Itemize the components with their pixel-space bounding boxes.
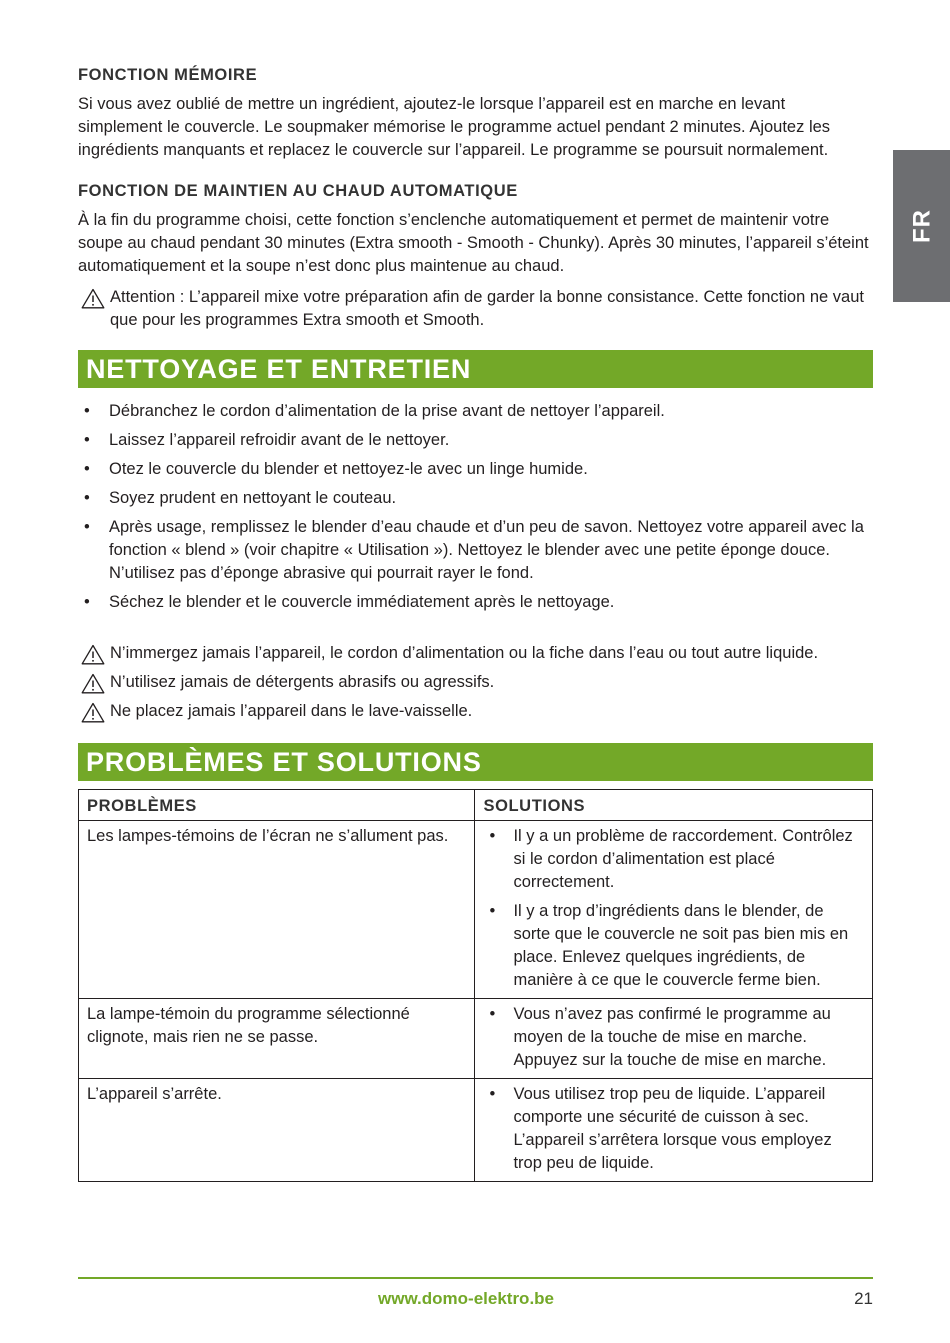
warning-icon — [80, 288, 106, 309]
solution-item — [485, 1083, 864, 1175]
warning-text: N’immergez jamais l’appareil, le cordon d’alimentation ou la fiche dans l’eau ou tout autre liquide. — [110, 644, 819, 662]
list-item — [78, 487, 873, 510]
list-item — [78, 591, 873, 614]
solution-item — [485, 825, 864, 894]
table-row — [79, 821, 873, 999]
bullet: • — [84, 431, 90, 449]
problemes-banner: PROBLÈMES ET SOLUTIONS — [78, 743, 873, 781]
bullet: • — [489, 1005, 496, 1023]
nettoyage-warning-2 — [78, 671, 873, 694]
table-row — [79, 1079, 873, 1182]
bullet: • — [489, 1085, 496, 1103]
problem-cell: La lampe-témoin du programme sélectionné clignote, mais rien ne se passe. — [79, 999, 475, 1079]
footer-divider — [78, 1277, 873, 1279]
list-item-text: Séchez le blender et le couvercle immédiatement après le nettoyage. — [109, 593, 615, 611]
troubleshooting-table — [78, 789, 873, 1182]
bullet: • — [489, 827, 496, 845]
bullet: • — [84, 518, 90, 536]
memoire-text: Si vous avez oublié de mettre un ingrédient, ajoutez-le lorsque l’appareil est en marche en levant simplement le couvercle. Le soupmaker mémorise le programme actuel pendant 2 minutes. Ajoutez les ingrédients manquants et replacez le couvercle sur l’appareil. Le programme se poursuit normalement. — [78, 95, 831, 159]
table-row — [79, 999, 873, 1079]
maintien-text: À la fin du programme choisi, cette fonction s’enclenche automatiquement et permet de maintenir votre soupe au chaud pendant 30 minutes (Extra smooth - Smooth - Chunky). Après 30 minutes, l’appareil s’éteint automatiquement et la soupe n’est donc plus maintenue au chaud. — [78, 211, 869, 275]
solution-text: Vous utilisez trop peu de liquide. L’appareil comporte une sécurité de cuisson à sec. L’appareil s’arrêtera lorsque vous employez trop peu de liquide. — [513, 1085, 832, 1172]
solution-item — [485, 900, 864, 992]
solution-text: Il y a trop d’ingrédients dans le blender, de sorte que le couvercle ne soit pas bien mis en place. Enlevez quelques ingrédients, de manière à ce que le couvercle ferme bien. — [513, 902, 849, 989]
maintien-warning — [78, 286, 873, 332]
list-item-text: Après usage, remplissez le blender d’eau chaude et d’un peu de savon. Nettoyez votre appareil avec la fonction « blend » (voir chapitre « Utilisation »). Nettoyez le blender avec une petite éponge douce. N’utilisez pas d’éponge abrasive qui pourrait rayer le fond. — [109, 518, 864, 582]
maintien-heading: FONCTION DE MAINTIEN AU CHAUD AUTOMATIQUE — [78, 182, 518, 200]
solution-cell — [475, 1079, 873, 1182]
list-item-text: Débranchez le cordon d’alimentation de la prise avant de nettoyer l’appareil. — [109, 402, 665, 420]
warning-icon — [80, 644, 106, 665]
memoire-heading: FONCTION MÉMOIRE — [78, 66, 258, 84]
bullet: • — [84, 402, 90, 420]
warning-text: Ne placez jamais l’appareil dans le lave-vaisselle. — [110, 702, 473, 720]
problem-cell: Les lampes-témoins de l’écran ne s’allument pas. — [79, 821, 475, 999]
list-item-text: Laissez l’appareil refroidir avant de le nettoyer. — [109, 431, 450, 449]
warning-text: N’utilisez jamais de détergents abrasifs ou agressifs. — [110, 673, 495, 691]
bullet: • — [84, 593, 90, 611]
nettoyage-warning-1 — [78, 642, 873, 665]
list-item — [78, 400, 873, 423]
bullet: • — [489, 902, 496, 920]
footer-website-link[interactable]: www.domo-elektro.be — [378, 1289, 555, 1308]
solution-cell — [475, 999, 873, 1079]
solution-cell — [475, 821, 873, 999]
page-content — [78, 64, 873, 1182]
column-header-solutions: SOLUTIONS — [475, 790, 873, 821]
nettoyage-warning-3 — [78, 700, 873, 723]
language-tab — [893, 150, 950, 302]
nettoyage-banner: NETTOYAGE ET ENTRETIEN — [78, 350, 873, 388]
list-item — [78, 458, 873, 481]
nettoyage-list — [78, 400, 873, 614]
list-item-text: Otez le couvercle du blender et nettoyez-le avec un linge humide. — [109, 460, 588, 478]
language-tab-label: FR — [908, 209, 935, 243]
list-item — [78, 429, 873, 452]
warning-icon — [80, 702, 106, 723]
column-header-problems: PROBLÈMES — [79, 790, 475, 821]
warning-icon — [80, 673, 106, 694]
table-header-row — [79, 790, 873, 821]
solution-text: Il y a un problème de raccordement. Contrôlez si le cordon d’alimentation est placé correctement. — [513, 827, 853, 891]
maintien-warning-text: Attention : L’appareil mixe votre préparation afin de garder la bonne consistance. Cette fonction ne vaut que pour les programmes Extra smooth et Smooth. — [110, 288, 864, 329]
bullet: • — [84, 489, 90, 507]
problem-cell: L’appareil s’arrête. — [79, 1079, 475, 1182]
bullet: • — [84, 460, 90, 478]
list-item — [78, 516, 873, 585]
solution-text: Vous n’avez pas confirmé le programme au moyen de la touche de mise en marche. Appuyez sur la touche de mise en marche. — [513, 1005, 831, 1069]
list-item-text: Soyez prudent en nettoyant le couteau. — [109, 489, 397, 507]
page-number: 21 — [854, 1289, 873, 1308]
solution-item — [485, 1003, 864, 1072]
